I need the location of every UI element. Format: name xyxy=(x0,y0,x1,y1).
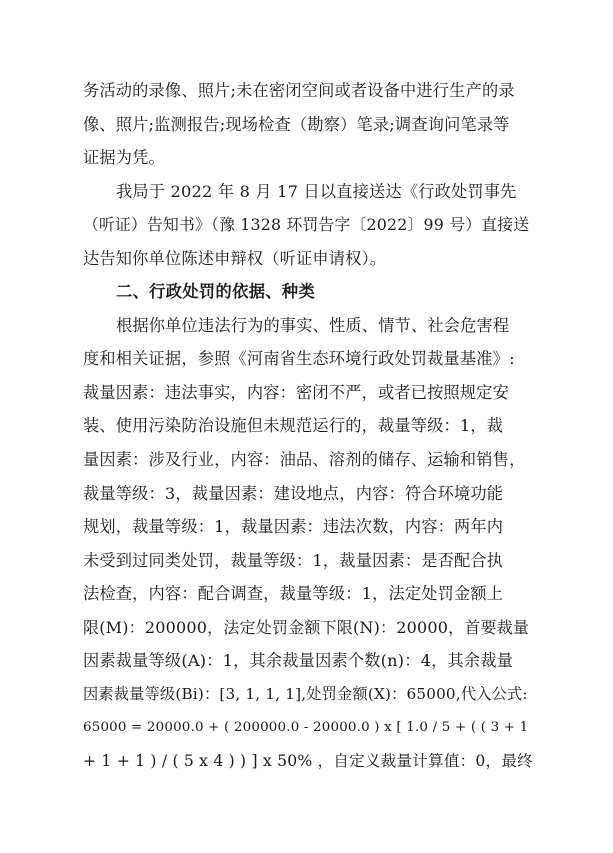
body-line: 规划，裁量等级：1，裁量因素：违法次数，内容：两年内 xyxy=(83,517,504,537)
body-line: 未受到过同类处罚，裁量等级：1，裁量因素：是否配合执 xyxy=(83,550,504,570)
body-line: 装、使用污染防治设施但未规范运行的，裁量等级：1，裁 xyxy=(83,416,504,436)
body-line: 务活动的录像、照片;未在密闭空间或者设备中进行生产的录 xyxy=(83,81,515,100)
body-line: 证据为凭。 xyxy=(83,148,165,168)
body-line: 度和相关证据，参照《河南省生态环境行政处罚裁量基准》: xyxy=(83,349,515,369)
body-line: 像、照片;监测报告;现场检查（勘察）笔录;调查询问笔录等 xyxy=(83,114,510,134)
section-heading: 二、行政处罚的依据、种类 xyxy=(116,282,316,302)
body-line: 裁量因素：违法事实，内容：密闭不严，或者已按照规定安 xyxy=(83,382,510,402)
formula-line: 65000 = 20000.0 + ( 200000.0 - 20000.0 ) x [ 1.0 / 5 + ( ( 3 + 1 xyxy=(83,720,529,736)
body-line: 达告知你单位陈述申辩权（听证申请权）。 xyxy=(83,248,387,268)
document-body xyxy=(83,74,533,778)
body-line: 因素裁量等级(Bi)：[3, 1, 1, 1],处罚金额(X)：65000,代入公式: xyxy=(83,684,528,703)
body-line: 限(M)：200000，法定处罚金额下限(N)：20000，首要裁量 xyxy=(83,617,530,637)
body-line: 量因素：涉及行业，内容：油品、溶剂的储存、运输和销售， xyxy=(83,450,526,470)
body-line: 裁量等级：3，裁量因素：建设地点，内容：符合环境功能 xyxy=(83,483,504,503)
body-line: 因素裁量等级(A)：1，其余裁量因素个数(n)：4，其余裁量 xyxy=(83,651,514,671)
body-line: （听证）告知书》（豫 1328 环罚告字〔2022〕99 号）直接送 xyxy=(83,215,530,235)
body-line: 根据你单位违法行为的事实、性质、情节、社会危害程 xyxy=(116,315,510,335)
body-line: 我局于 2022 年 8 月 17 日以直接送达《行政处罚事先 xyxy=(116,181,517,201)
formula-line: + 1 + 1 ) / ( 5 x 4 ) ) ] x 50% ，自定义裁量计算值：0，最终 xyxy=(83,751,533,770)
body-line: 法检查，内容：配合调查，裁量等级：1，法定处罚金额上 xyxy=(83,584,504,604)
